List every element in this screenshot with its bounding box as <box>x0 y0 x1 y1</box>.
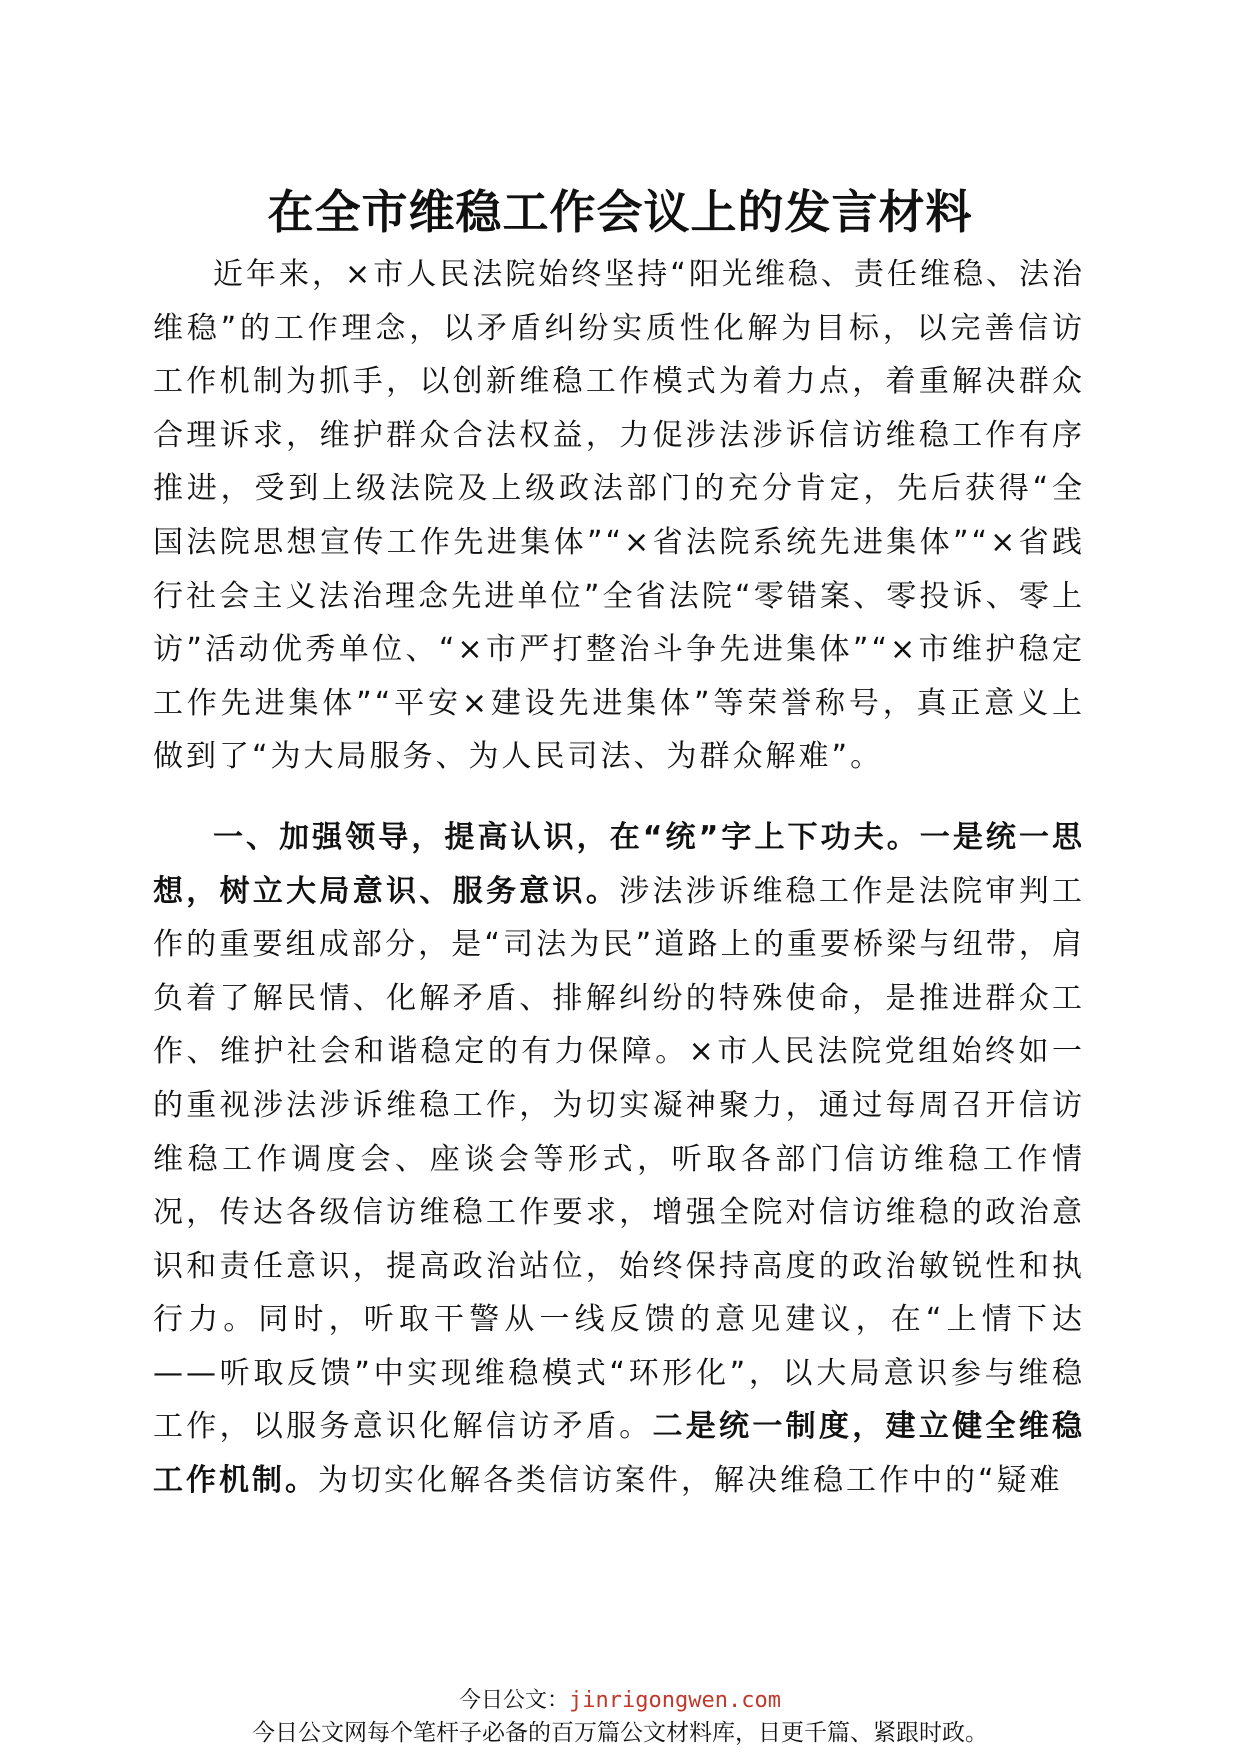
point-2-text: 为切实化解各类信访案件，解决维稳工作中的“疑难 <box>318 1463 1063 1499</box>
footer-slogan: 今日公文网每个笔杆子必备的百万篇公文材料库，日更千篇、紧跟时政。 <box>252 1720 988 1746</box>
footer-site-url[interactable]: jinrigongwen.com <box>569 1688 781 1713</box>
intro-paragraph: 近年来，×市人民法院始终坚持“阳光维稳、责任维稳、法治维稳”的工作理念，以矛盾纠纷实质性化解为目标，以完善信访工作机制为抓手，以创新维稳工作模式为着力点，着重解决群众合理诉求，维护群众合法权益，力促涉法涉诉信访维稳工作有序推进，受到上级法院及上级政法部门的充分肯定，先后获得“全国法院思想宣传工作先进集体”“×省法院系统先进集体”“×省践行社会主义法治理念先进单位”全省法院“零错案、零投诉、零上访”活动优秀单位、“×市严打整治斗争先进集体”“×市维护稳定工作先进集体”“平安×建设先进集体”等荣誉称号，真正意义上做到了“为大局服务、为人民司法、为群众解难”。 <box>153 257 1085 775</box>
footer-site-line <box>0 1686 1240 1716</box>
document-body <box>153 248 1085 1508</box>
section-1-paragraph <box>153 811 1085 1508</box>
footer-site-label: 今日公文： <box>459 1688 570 1713</box>
point-2-heading: 二是统一制度，建立健全维稳工作机制。 <box>153 1409 1086 1499</box>
point-1-text: 涉法涉诉维稳工作是法院审判工作的重要组成部分，是“司法为民”道路上的重要桥梁与纽带，肩负着了解民情、化解矛盾、排解纠纷的特殊使命，是推进群众工作、维护社会和谐稳定的有力保障。×市人民法院党组始终如一的重视涉法涉诉维稳工作，为切实凝神聚力，通过每周召开信访维稳工作调度会、座谈会等形式，听取各部门信访维稳工作情况，传达各级信访维稳工作要求，增强全院对信访维稳的政治意识和责任意识，提高政治站位，始终保持高度的政治敏锐性和执行力。同时，听取干警从一线反馈的意见建议，在“上情下达——听取反馈”中实现维稳模式“环形化”，以大局意识参与维稳工作，以服务意识化解信访矛盾。 <box>153 873 1086 1445</box>
document-title: 在全市维稳工作会议上的发言材料 <box>267 185 973 239</box>
section-1-heading: 一、加强领导，提高认识，在“统”字上下功夫。 <box>213 819 920 855</box>
point-1-heading: 一是统一思想，树立大局意识、服务意识。 <box>153 819 1086 909</box>
